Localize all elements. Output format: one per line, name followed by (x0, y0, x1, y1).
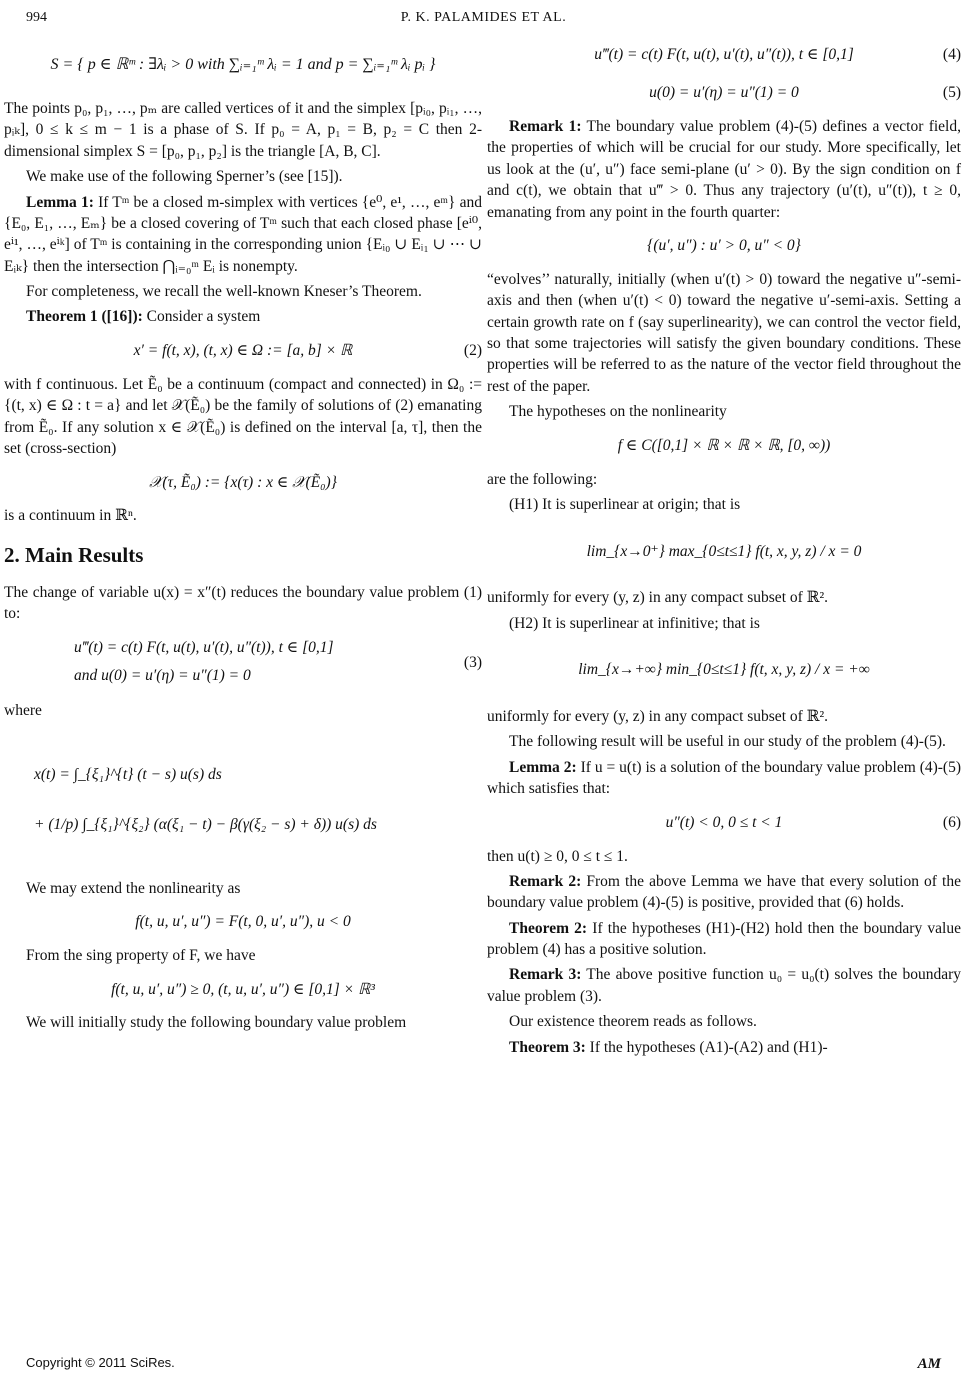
remark-3 (487, 964, 961, 1007)
hypothesis-h1: (H1) It is superlinear at origin; that is (509, 495, 741, 513)
remark-3-text: The above positive function u₀ = u₀(t) solves the boundary value problem (3). (487, 966, 962, 1005)
paragraph-extend: We may extend the nonlinearity as (26, 879, 241, 897)
equation-3-number: (3) (463, 653, 482, 671)
equation-5-body: u(0) = u′(η) = u″(1) = 0 (649, 84, 799, 102)
paragraph-uniformly-2: uniformly for every (y, z) in any compact subset of ℝ². (487, 708, 829, 725)
equation-3 (4, 632, 482, 692)
lemma-2-label: Lemma 2: (509, 758, 577, 776)
remark-3-label: Remark 3: (509, 966, 582, 984)
paragraph-useful: The following result will be useful in our study of the problem (4)-(5). (509, 733, 946, 751)
left-column (0, 34, 482, 1038)
paragraph-existence: Our existence theorem reads as follows. (509, 1013, 757, 1031)
paragraph-change-variable: The change of variable u(x) = x″(t) reduces the boundary value problem (1) to: (4, 583, 482, 622)
paragraph-sperner: We make use of the following Sperner’s (see [15]). (26, 168, 343, 186)
equation-5-number: (5) (942, 84, 961, 102)
page-footer (26, 1354, 941, 1372)
copyright-notice: Copyright © 2011 SciRes. (26, 1355, 175, 1370)
hypothesis-h2: (H2) It is superlinear at infinitive; that is (509, 614, 760, 632)
paragraph-sign: From the sing property of F, we have (26, 947, 256, 965)
remark-1-text: The boundary value problem (4)-(5) defines a vector field, the properties of which will be crucial for our study. More specifically, let us look at the (u′, u″) face semi-plane (u′ > 0). By the sign condition on f and c(t), we obtain that u‴ > 0. Thus any trajectory (u′(t), u″(t)), t ≥ 0, emanating from any point in the fourth quarter: (487, 118, 961, 221)
where-label: where (4, 702, 42, 720)
paragraph-evolves: “evolves’’ naturally, initially (when u′(t) > 0) toward the negative u″-semi-axis and then (when u′(t) < 0) toward the negative u′-semi-axis. Setting a certain growth rate on f (say superlinearity), we can control the vector field, so that some trajectories will satisfy the given boundary conditions. These properties will be referred to as the nature of the vector field throughout the rest of the paper. (487, 270, 961, 395)
equation-4 (487, 40, 961, 70)
paragraph-then: then u(t) ≥ 0, 0 ≤ t ≤ 1. (487, 847, 628, 865)
page-header (26, 8, 941, 30)
journal-abbrev: AM (917, 1356, 941, 1372)
remark-1 (487, 116, 961, 223)
equation-h1: lim_{x→0⁺} max_{0≤t≤1} f(t, x, y, z) / x = 0 (586, 542, 862, 560)
remark-1-label: Remark 1: (509, 118, 582, 135)
section-heading: 2. Main Results (4, 542, 144, 567)
paragraph-kneser: For completeness, we recall the well-known Kneser’s Theorem. (26, 283, 422, 300)
paragraph-uniformly-1: uniformly for every (y, z) in any compact subset of ℝ². (487, 589, 829, 607)
equation-2 (4, 336, 482, 366)
equation-x-integral (4, 730, 482, 870)
remark-2-label: Remark 2: (509, 872, 582, 890)
theorem-2-label: Theorem 2: (509, 919, 588, 937)
equation-6-body: u″(t) < 0, 0 ≤ t < 1 (665, 813, 783, 831)
paragraph-hypotheses: The hypotheses on the nonlinearity (509, 403, 727, 421)
lemma-2 (487, 757, 961, 800)
equation-5 (487, 78, 961, 108)
paragraph-following: are the following: (487, 470, 598, 488)
equation-3-line-1: u‴(t) = c(t) F(t, u(t), u′(t), u″(t)), t ∈ [0,1] (74, 639, 334, 657)
equation-4-number: (4) (942, 46, 961, 64)
theorem-3-text: If the hypotheses (A1)-(A2) and (H1)- (585, 1038, 828, 1056)
theorem-1-label: Theorem 1 ([16]): (26, 308, 143, 326)
equation-fourth-quarter: {(u′, u″) : u′ > 0, u″ < 0} (647, 237, 801, 255)
theorem-2-text: If the hypotheses (H1)-(H2) hold then the boundary value problem (4) has a positive solution. (487, 919, 961, 958)
lemma-1-text: If Tᵐ be a closed m-simplex with vertices {e⁰, e¹, …, eᵐ} and {E₀, E₁, …, Eₘ} be a closed covering of Tᵐ such that each closed phase [eⁱ⁰, eⁱ¹, …, eⁱᵏ] of Tᵐ is containing in the corresponding union {Eᵢ₀ ∪ Eᵢ₁ ∪ ⋯ ∪ Eᵢₖ} then the intersection ⋂ᵢ₌₀ᵐ Eᵢ is nonempty. (4, 193, 482, 275)
remark-2 (487, 871, 961, 914)
equation-4-body: u‴(t) = c(t) F(t, u(t), u′(t), u″(t)), t ∈ [0,1] (594, 46, 854, 64)
paragraph-continuum: with f continuous. Let Ẽ₀ be a continuum (compact and connected) in Ω₀ := {(t, x) ∈ Ω : t = a} and let 𝒳(Ẽ₀) be the family of solutions of (2) emanating from Ẽ₀. If any solution x ∈ 𝒳(Ẽ₀) is defined on the interval [a, τ], then the set (cross-section) (4, 375, 482, 457)
lemma-1 (4, 192, 482, 278)
theorem-1-text: Consider a system (142, 308, 261, 326)
lemma-2-text: If u = u(t) is a solution of the boundary value problem (4)-(5) which satisfies that: (487, 758, 962, 798)
equation-extension: f(t, u, u′, u″) = F(t, 0, u′, u″), u < 0 (135, 913, 351, 931)
equation-f-class: f ∈ C([0,1] × ℝ × ℝ × ℝ, [0, ∞)) (617, 436, 831, 454)
equation-6-number: (6) (942, 813, 961, 831)
equation-cross-section: 𝒳(τ, Ẽ₀) := {x(τ) : x ∈ 𝒳(Ẽ₀)} (149, 473, 337, 491)
equation-6 (487, 808, 961, 838)
theorem-2 (487, 918, 961, 961)
equation-x-line-2: + (1/p) ∫_{ξ₁}^{ξ₂} (α(ξ₁ − t) − β(γ(ξ₂ − s) + δ)) u(s) ds (34, 815, 377, 833)
paragraph-vertices: The points p₀, p₁, …, pₘ are called vertices of it and the simplex [pᵢ₀, pᵢ₁, …, pᵢₖ], 0 ≤ k ≤ m − 1 is a phase of S. If p₀ = A, p₁ = B, p₂ = C then 2-dimensional simplex S = [p₀, p₁, p₂] is the triangle [A, B, C]. (4, 100, 482, 160)
theorem-3-label: Theorem 3: (509, 1038, 586, 1056)
theorem-3 (487, 1037, 961, 1058)
paragraph-continuum-rn: is a continuum in ℝⁿ. (4, 507, 137, 525)
equation-2-number: (2) (463, 342, 482, 360)
equation-3-line-2: and u(0) = u′(η) = u″(1) = 0 (74, 667, 251, 685)
equation-h2: lim_{x→+∞} min_{0≤t≤1} f(t, x, y, z) / x = +∞ (578, 661, 870, 679)
equation-sign: f(t, u, u′, u″) ≥ 0, (t, u, u′, u″) ∈ [0,1] × ℝ³ (111, 980, 375, 998)
running-head-authors: P. K. PALAMIDES ET AL. (400, 10, 567, 25)
lemma-1-label: Lemma 1: (26, 193, 94, 211)
equation-x-line-1: x(t) = ∫_{ξ₁}^{t} (t − s) u(s) ds (34, 766, 222, 784)
equation-simplex: S = { p ∈ ℝᵐ : ∃λᵢ > 0 with ∑ᵢ₌₁ᵐ λᵢ = 1 and p = ∑ᵢ₌₁ᵐ λᵢ pᵢ } (50, 55, 436, 73)
equation-2-body: x′ = f(t, x), (t, x) ∈ Ω := [a, b] × ℝ (133, 342, 353, 360)
remark-2-text: From the above Lemma we have that every solution of the boundary value problem (4)-(5) is positive, provided that (6) holds. (487, 872, 961, 912)
right-column (487, 34, 967, 1062)
paragraph-study: We will initially study the following boundary value problem (26, 1014, 407, 1032)
theorem-1 (4, 306, 482, 327)
page-number: 994 (26, 10, 47, 25)
